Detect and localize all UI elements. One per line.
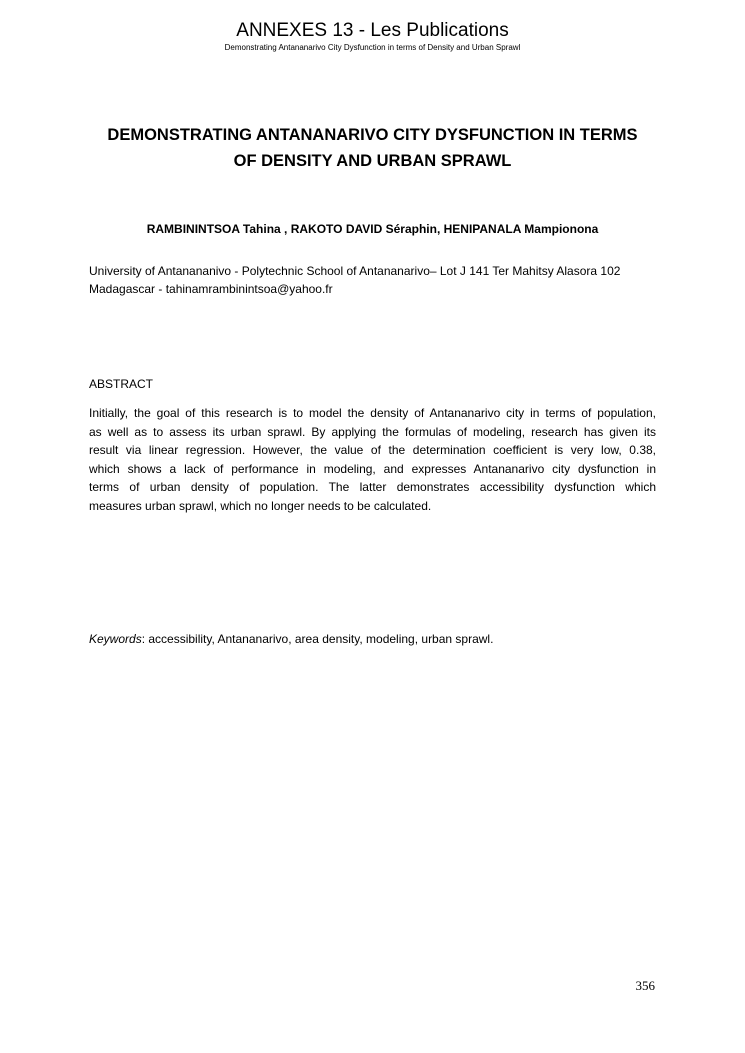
- affiliation-line: Madagascar - tahinamrambinintsoa@yahoo.fr: [89, 282, 333, 296]
- paper-title-line: OF DENSITY AND URBAN SPRAWL: [233, 152, 512, 170]
- abstract-line: terms of urban density of population. The latter demonstrates accessibility dysfunction which: [89, 480, 656, 494]
- keywords-label: Keywords: [89, 632, 142, 646]
- keywords: [89, 631, 493, 647]
- paper-title-line: DEMONSTRATING ANTANANARIVO CITY DYSFUNCTION IN TERMS: [107, 126, 638, 144]
- paper-title: [88, 122, 657, 174]
- running-header-subtitle: Demonstrating Antananarivo City Dysfunction in terms of Density and Urban Sprawl: [224, 43, 521, 52]
- abstract-line: result via linear regression. However, the value of the determination coefficient is very low, 0.38,: [89, 443, 656, 457]
- abstract-heading: ABSTRACT: [89, 377, 154, 391]
- author-list: RAMBININTSOA Tahina , RAKOTO DAVID Séraphin, HENIPANALA Mampionona: [146, 222, 599, 236]
- keywords-text: : accessibility, Antananarivo, area density, modeling, urban sprawl.: [141, 632, 494, 646]
- page-number: 356: [635, 978, 655, 993]
- abstract-body: [89, 404, 656, 515]
- affiliation: [89, 262, 664, 298]
- abstract-line: which shows a lack of performance in modeling, and expresses Antananarivo city dysfunction in: [89, 461, 656, 476]
- abstract-line: measures urban sprawl, which no longer needs to be calculated.: [89, 498, 432, 513]
- running-header-title: ANNEXES 13 - Les Publications: [236, 20, 509, 41]
- abstract-line: Initially, the goal of this research is to model the density of Antananarivo city in terms of population,: [89, 406, 656, 420]
- abstract-line: as well as to assess its urban sprawl. By applying the formulas of modeling, research has given its: [89, 424, 656, 439]
- affiliation-line: University of Antanananivo - Polytechnic School of Antananarivo– Lot J 141 Ter Mahitsy Alasora 102: [89, 264, 621, 278]
